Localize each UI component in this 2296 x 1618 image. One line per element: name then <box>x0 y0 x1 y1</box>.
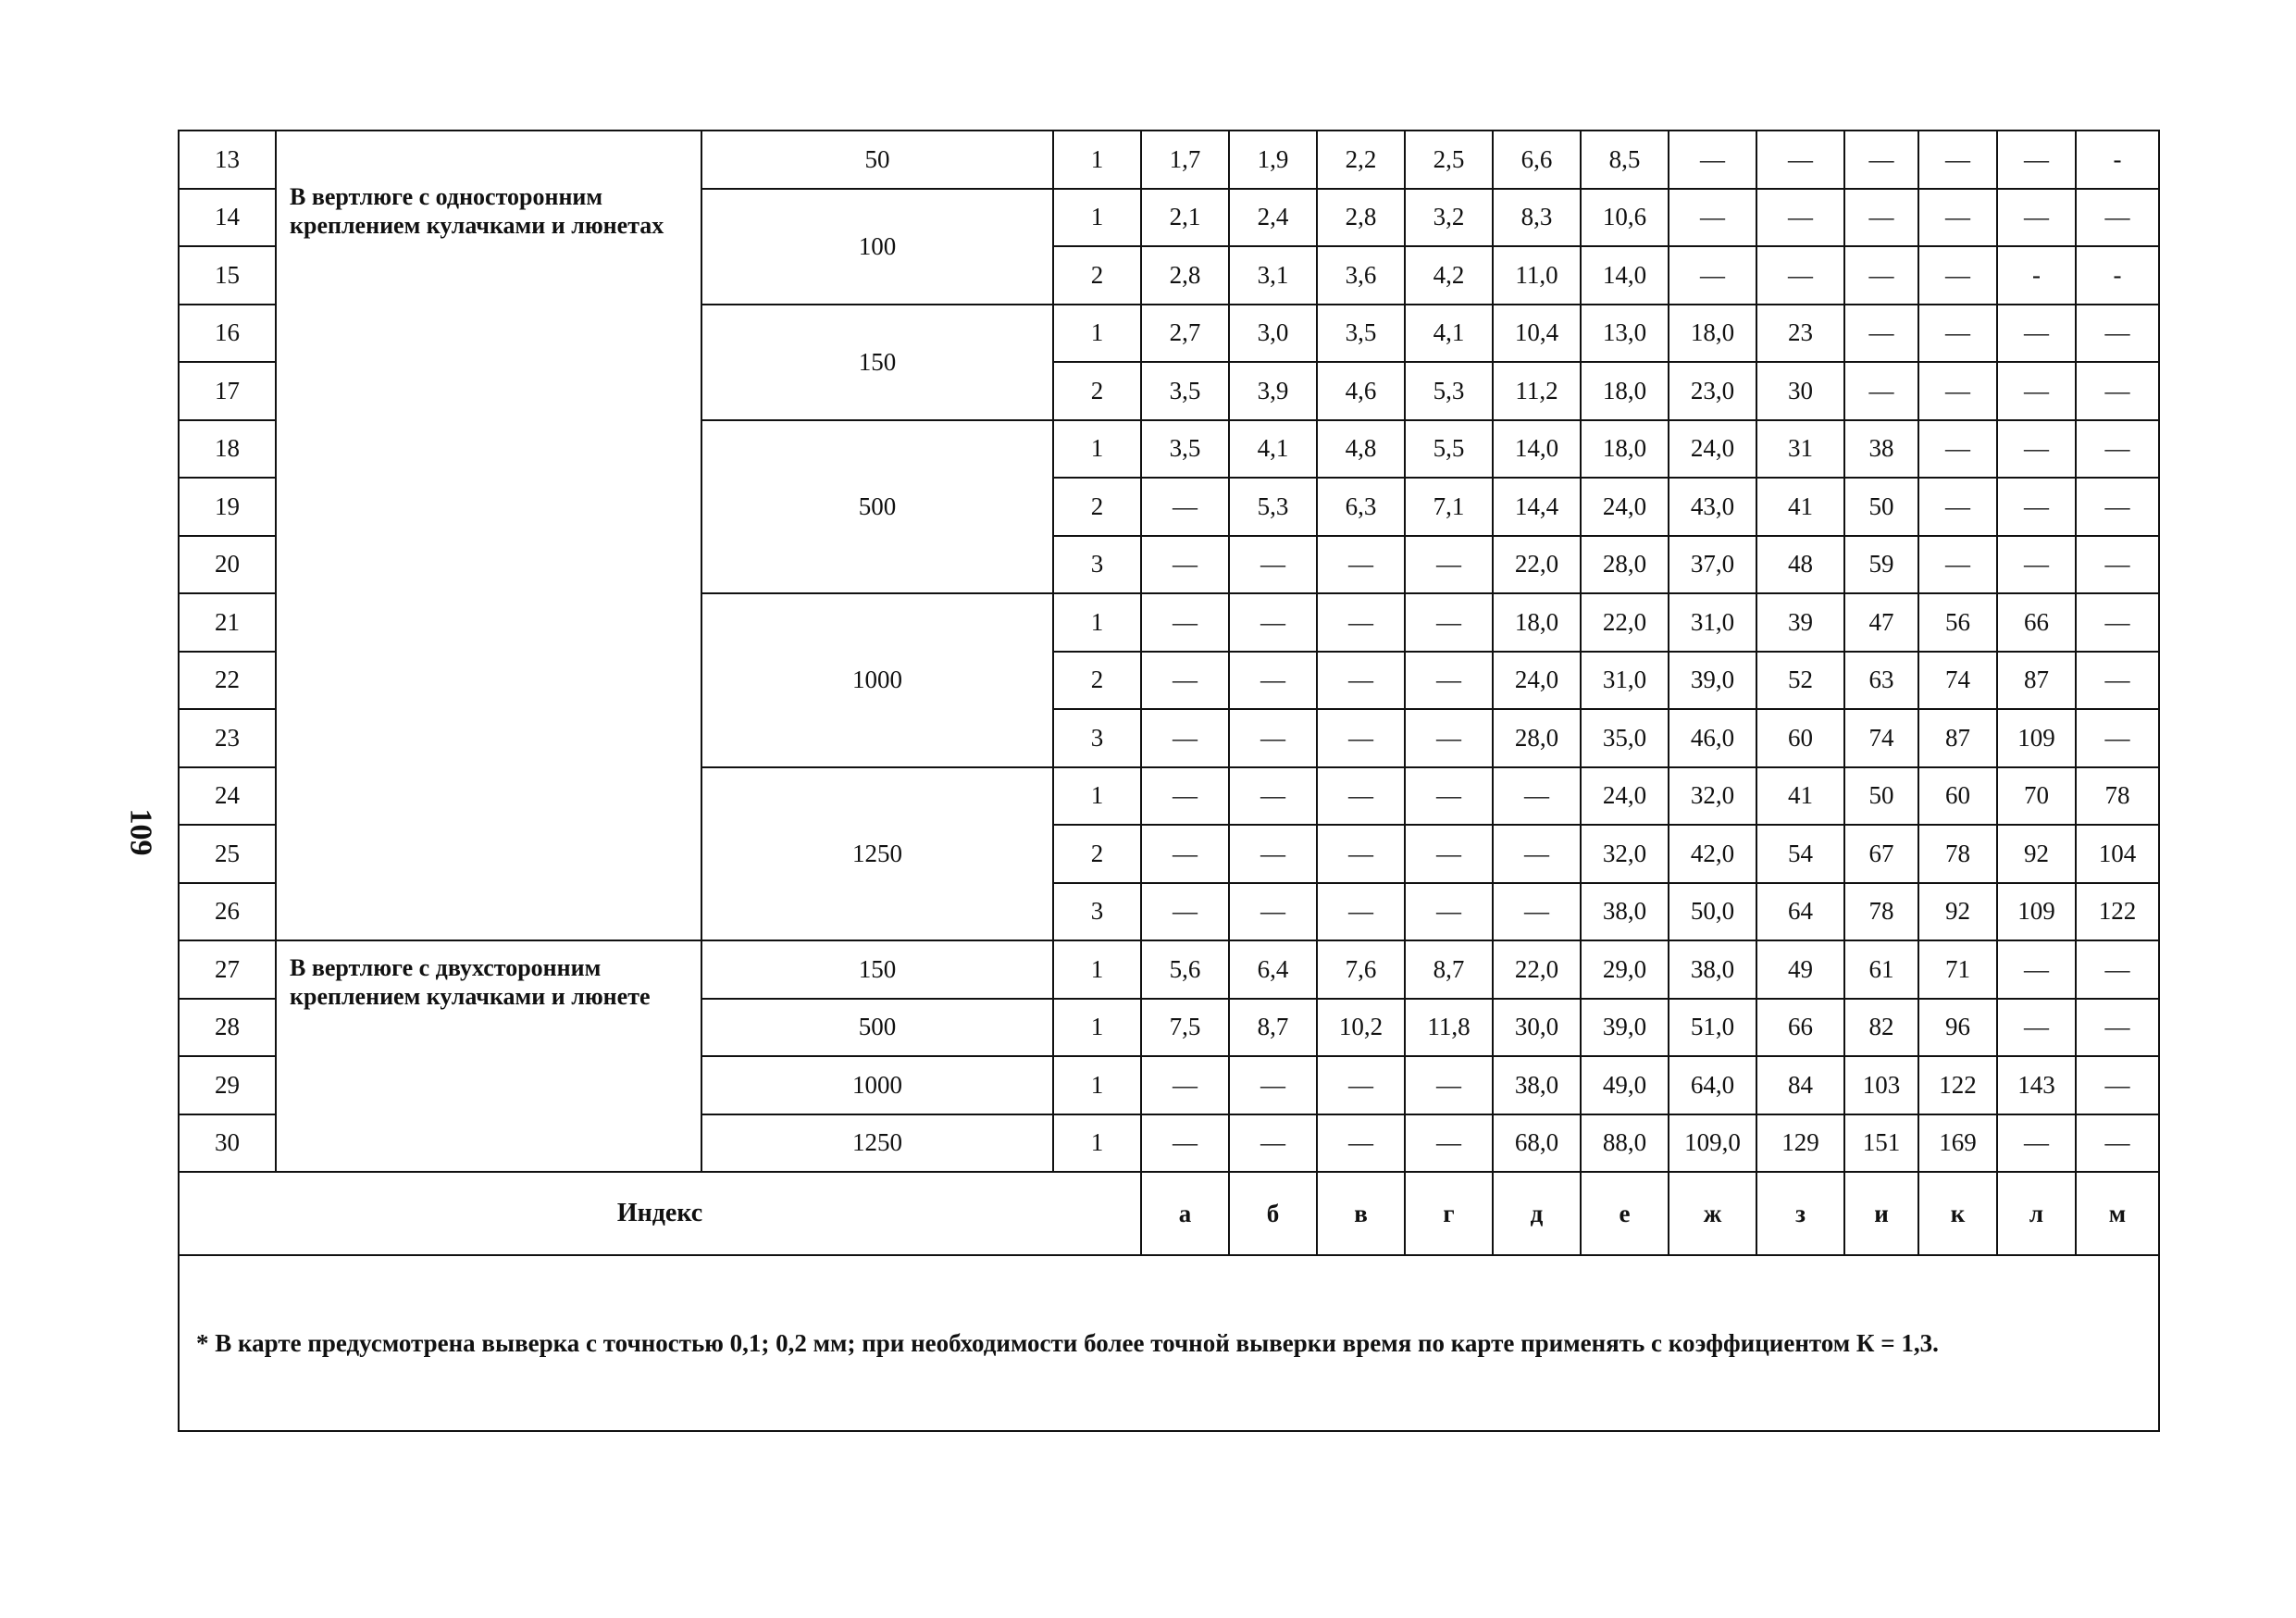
value-cell: — <box>1141 1114 1229 1173</box>
value-cell: 7,6 <box>1317 940 1405 999</box>
index-letter: д <box>1493 1172 1581 1255</box>
value-cell: 82 <box>1844 999 1918 1057</box>
value-cell: 78 <box>2076 767 2159 826</box>
value-cell: 4,8 <box>1317 420 1405 479</box>
value-cell: — <box>1405 536 1493 594</box>
value-cell: 4,2 <box>1405 246 1493 305</box>
value-cell: — <box>1918 305 1997 363</box>
value-cell: 38,0 <box>1669 940 1756 999</box>
value-cell: 22,0 <box>1581 593 1669 652</box>
variant-cell: 2 <box>1053 246 1141 305</box>
variant-cell: 1 <box>1053 131 1141 189</box>
value-cell: — <box>1844 131 1918 189</box>
value-cell: 74 <box>1844 709 1918 767</box>
variant-cell: 1 <box>1053 1056 1141 1114</box>
value-cell: 122 <box>1918 1056 1997 1114</box>
value-cell: 104 <box>2076 825 2159 883</box>
value-cell: 8,3 <box>1493 189 1581 247</box>
value-cell: 3,5 <box>1141 362 1229 420</box>
value-cell: 43,0 <box>1669 478 1756 536</box>
row-number: 15 <box>179 246 276 305</box>
value-cell: 68,0 <box>1493 1114 1581 1173</box>
value-cell: 39,0 <box>1581 999 1669 1057</box>
value-cell: 87 <box>1997 652 2076 710</box>
value-cell: 151 <box>1844 1114 1918 1173</box>
value-cell: — <box>1317 1056 1405 1114</box>
value-cell: — <box>2076 1056 2159 1114</box>
value-cell: 50,0 <box>1669 883 1756 941</box>
value-cell: — <box>2076 420 2159 479</box>
value-cell: 5,6 <box>1141 940 1229 999</box>
value-cell: — <box>1141 767 1229 826</box>
param-cell: 100 <box>701 189 1053 305</box>
value-cell: 41 <box>1756 767 1844 826</box>
value-cell: — <box>1229 767 1317 826</box>
param-cell: 1250 <box>701 767 1053 941</box>
value-cell: 46,0 <box>1669 709 1756 767</box>
value-cell: 5,5 <box>1405 420 1493 479</box>
value-cell: — <box>1844 189 1918 247</box>
value-cell: - <box>2076 131 2159 189</box>
value-cell: 11,0 <box>1493 246 1581 305</box>
value-cell: 5,3 <box>1405 362 1493 420</box>
value-cell: 59 <box>1844 536 1918 594</box>
row-number: 21 <box>179 593 276 652</box>
value-cell: 3,0 <box>1229 305 1317 363</box>
value-cell: — <box>1669 246 1756 305</box>
value-cell: 122 <box>2076 883 2159 941</box>
value-cell: — <box>1997 940 2076 999</box>
value-cell: — <box>1229 652 1317 710</box>
variant-cell: 2 <box>1053 478 1141 536</box>
row-number: 23 <box>179 709 276 767</box>
value-cell: 109,0 <box>1669 1114 1756 1173</box>
param-cell: 1250 <box>701 1114 1053 1173</box>
row-number: 25 <box>179 825 276 883</box>
value-cell: 3,5 <box>1141 420 1229 479</box>
variant-cell: 2 <box>1053 825 1141 883</box>
value-cell: — <box>1141 825 1229 883</box>
value-cell: — <box>1918 246 1997 305</box>
value-cell: — <box>1229 1114 1317 1173</box>
value-cell: 84 <box>1756 1056 1844 1114</box>
value-cell: — <box>1918 189 1997 247</box>
value-cell: 64,0 <box>1669 1056 1756 1114</box>
index-letter: л <box>1997 1172 2076 1255</box>
value-cell: 18,0 <box>1669 305 1756 363</box>
row-number: 26 <box>179 883 276 941</box>
value-cell: 67 <box>1844 825 1918 883</box>
value-cell: — <box>1141 883 1229 941</box>
value-cell: 66 <box>1997 593 2076 652</box>
value-cell: — <box>1317 536 1405 594</box>
value-cell: — <box>1405 593 1493 652</box>
index-letter: з <box>1756 1172 1844 1255</box>
value-cell: — <box>1229 593 1317 652</box>
group-description: В вертлюге с двухсторонним креплением кулачками и люнете <box>276 940 701 1172</box>
value-cell: 30 <box>1756 362 1844 420</box>
index-letter: м <box>2076 1172 2159 1255</box>
index-letter: е <box>1581 1172 1669 1255</box>
value-cell: 3,1 <box>1229 246 1317 305</box>
value-cell: 24,0 <box>1493 652 1581 710</box>
value-cell: - <box>1997 246 2076 305</box>
value-cell: 1,9 <box>1229 131 1317 189</box>
value-cell: 18,0 <box>1581 362 1669 420</box>
value-cell: 52 <box>1756 652 1844 710</box>
row-number: 14 <box>179 189 276 247</box>
value-cell: — <box>1844 362 1918 420</box>
value-cell: 2,2 <box>1317 131 1405 189</box>
variant-cell: 3 <box>1053 883 1141 941</box>
value-cell: — <box>1669 189 1756 247</box>
value-cell: 3,9 <box>1229 362 1317 420</box>
value-cell: 6,3 <box>1317 478 1405 536</box>
value-cell: 74 <box>1918 652 1997 710</box>
row-number: 29 <box>179 1056 276 1114</box>
value-cell: — <box>1229 1056 1317 1114</box>
value-cell: 1,7 <box>1141 131 1229 189</box>
value-cell: — <box>1405 883 1493 941</box>
value-cell: — <box>1918 478 1997 536</box>
value-cell: — <box>1756 246 1844 305</box>
value-cell: — <box>2076 362 2159 420</box>
param-cell: 150 <box>701 305 1053 420</box>
value-cell: 61 <box>1844 940 1918 999</box>
value-cell: 2,4 <box>1229 189 1317 247</box>
value-cell: 64 <box>1756 883 1844 941</box>
value-cell: 31,0 <box>1669 593 1756 652</box>
value-cell: 4,1 <box>1229 420 1317 479</box>
value-cell: 10,6 <box>1581 189 1669 247</box>
row-number: 24 <box>179 767 276 826</box>
value-cell: — <box>1229 825 1317 883</box>
value-cell: — <box>1317 709 1405 767</box>
value-cell: — <box>1229 883 1317 941</box>
value-cell: 2,8 <box>1141 246 1229 305</box>
value-cell: 6,4 <box>1229 940 1317 999</box>
value-cell: — <box>1317 767 1405 826</box>
value-cell: 49 <box>1756 940 1844 999</box>
value-cell: — <box>1997 1114 2076 1173</box>
value-cell: — <box>1405 1056 1493 1114</box>
value-cell: — <box>1844 305 1918 363</box>
value-cell: — <box>2076 305 2159 363</box>
value-cell: 60 <box>1918 767 1997 826</box>
value-cell: — <box>1997 189 2076 247</box>
value-cell: 32,0 <box>1669 767 1756 826</box>
value-cell: — <box>2076 536 2159 594</box>
variant-cell: 1 <box>1053 1114 1141 1173</box>
value-cell: 24,0 <box>1581 767 1669 826</box>
value-cell: — <box>1997 362 2076 420</box>
value-cell: 22,0 <box>1493 536 1581 594</box>
value-cell: 10,4 <box>1493 305 1581 363</box>
value-cell: 109 <box>1997 709 2076 767</box>
value-cell: — <box>1405 1114 1493 1173</box>
variant-cell: 1 <box>1053 999 1141 1057</box>
value-cell: 8,5 <box>1581 131 1669 189</box>
value-cell: — <box>1997 536 2076 594</box>
value-cell: 24,0 <box>1669 420 1756 479</box>
value-cell: 92 <box>1997 825 2076 883</box>
value-cell: 8,7 <box>1229 999 1317 1057</box>
value-cell: 11,2 <box>1493 362 1581 420</box>
row-number: 20 <box>179 536 276 594</box>
value-cell: — <box>1229 709 1317 767</box>
value-cell: 28,0 <box>1581 536 1669 594</box>
value-cell: — <box>2076 940 2159 999</box>
value-cell: 14,0 <box>1493 420 1581 479</box>
value-cell: — <box>2076 652 2159 710</box>
value-cell: — <box>1141 593 1229 652</box>
value-cell: 42,0 <box>1669 825 1756 883</box>
variant-cell: 1 <box>1053 940 1141 999</box>
value-cell: 24,0 <box>1581 478 1669 536</box>
row-number: 13 <box>179 131 276 189</box>
value-cell: 22,0 <box>1493 940 1581 999</box>
value-cell: 78 <box>1844 883 1918 941</box>
value-cell: 11,8 <box>1405 999 1493 1057</box>
value-cell: — <box>2076 709 2159 767</box>
value-cell: — <box>1918 536 1997 594</box>
value-cell: — <box>1141 536 1229 594</box>
value-cell: — <box>1405 652 1493 710</box>
value-cell: 92 <box>1918 883 1997 941</box>
variant-cell: 1 <box>1053 420 1141 479</box>
value-cell: 2,7 <box>1141 305 1229 363</box>
index-letter: и <box>1844 1172 1918 1255</box>
value-cell: — <box>1229 536 1317 594</box>
value-cell: 23,0 <box>1669 362 1756 420</box>
value-cell: — <box>1918 420 1997 479</box>
value-cell: 87 <box>1918 709 1997 767</box>
value-cell: — <box>1317 593 1405 652</box>
value-cell: 49,0 <box>1581 1056 1669 1114</box>
value-cell: 54 <box>1756 825 1844 883</box>
value-cell: 38 <box>1844 420 1918 479</box>
table-row <box>179 940 2159 999</box>
value-cell: 37,0 <box>1669 536 1756 594</box>
value-cell: — <box>1141 652 1229 710</box>
value-cell: 14,0 <box>1581 246 1669 305</box>
value-cell: — <box>2076 478 2159 536</box>
value-cell: — <box>1918 362 1997 420</box>
value-cell: 50 <box>1844 478 1918 536</box>
value-cell: 63 <box>1844 652 1918 710</box>
value-cell: 2,8 <box>1317 189 1405 247</box>
index-letter: б <box>1229 1172 1317 1255</box>
norms-table <box>178 130 2160 1432</box>
value-cell: 30,0 <box>1493 999 1581 1057</box>
value-cell: 31 <box>1756 420 1844 479</box>
value-cell: 66 <box>1756 999 1844 1057</box>
value-cell: 35,0 <box>1581 709 1669 767</box>
value-cell: — <box>1997 420 2076 479</box>
value-cell: — <box>2076 189 2159 247</box>
index-letter: в <box>1317 1172 1405 1255</box>
value-cell: 13,0 <box>1581 305 1669 363</box>
value-cell: 47 <box>1844 593 1918 652</box>
value-cell: 41 <box>1756 478 1844 536</box>
value-cell: 5,3 <box>1229 478 1317 536</box>
value-cell: 32,0 <box>1581 825 1669 883</box>
value-cell: — <box>1317 883 1405 941</box>
value-cell: 169 <box>1918 1114 1997 1173</box>
value-cell: — <box>1493 767 1581 826</box>
footnote: * В карте предусмотрена выверка с точностью 0,1; 0,2 мм; при необходимости более точной выверки время по карте применять с коэффициентом К = 1,3. <box>179 1255 2159 1431</box>
value-cell: — <box>1317 652 1405 710</box>
row-number: 19 <box>179 478 276 536</box>
value-cell: — <box>1141 709 1229 767</box>
value-cell: — <box>1493 883 1581 941</box>
value-cell: 60 <box>1756 709 1844 767</box>
value-cell: 29,0 <box>1581 940 1669 999</box>
value-cell: — <box>1756 189 1844 247</box>
index-label: Индекс <box>179 1172 1141 1255</box>
value-cell: 18,0 <box>1493 593 1581 652</box>
value-cell: 3,6 <box>1317 246 1405 305</box>
value-cell: 3,2 <box>1405 189 1493 247</box>
value-cell: 50 <box>1844 767 1918 826</box>
value-cell: — <box>1317 825 1405 883</box>
value-cell: 129 <box>1756 1114 1844 1173</box>
index-row <box>179 1172 2159 1255</box>
variant-cell: 2 <box>1053 652 1141 710</box>
value-cell: — <box>1756 131 1844 189</box>
value-cell: 109 <box>1997 883 2076 941</box>
value-cell: — <box>1844 246 1918 305</box>
value-cell: 7,1 <box>1405 478 1493 536</box>
value-cell: 23 <box>1756 305 1844 363</box>
table-row <box>179 131 2159 189</box>
value-cell: — <box>2076 593 2159 652</box>
variant-cell: 1 <box>1053 305 1141 363</box>
row-number: 30 <box>179 1114 276 1173</box>
variant-cell: 3 <box>1053 536 1141 594</box>
row-number: 16 <box>179 305 276 363</box>
variant-cell: 3 <box>1053 709 1141 767</box>
value-cell: 6,6 <box>1493 131 1581 189</box>
variant-cell: 2 <box>1053 362 1141 420</box>
value-cell: — <box>1997 478 2076 536</box>
value-cell: 28,0 <box>1493 709 1581 767</box>
row-number: 22 <box>179 652 276 710</box>
value-cell: — <box>1141 478 1229 536</box>
value-cell: 71 <box>1918 940 1997 999</box>
value-cell: — <box>1669 131 1756 189</box>
value-cell: — <box>1997 305 2076 363</box>
index-letter: ж <box>1669 1172 1756 1255</box>
value-cell: 18,0 <box>1581 420 1669 479</box>
param-cell: 500 <box>701 420 1053 594</box>
value-cell: 3,5 <box>1317 305 1405 363</box>
row-number: 17 <box>179 362 276 420</box>
value-cell: — <box>1141 1056 1229 1114</box>
value-cell: 51,0 <box>1669 999 1756 1057</box>
value-cell: 39 <box>1756 593 1844 652</box>
value-cell: — <box>1997 999 2076 1057</box>
value-cell: - <box>2076 246 2159 305</box>
index-letter: к <box>1918 1172 1997 1255</box>
value-cell: 14,4 <box>1493 478 1581 536</box>
footnote-row <box>179 1255 2159 1431</box>
value-cell: — <box>1317 1114 1405 1173</box>
value-cell: 8,7 <box>1405 940 1493 999</box>
value-cell: 143 <box>1997 1056 2076 1114</box>
value-cell: 4,6 <box>1317 362 1405 420</box>
value-cell: — <box>1493 825 1581 883</box>
value-cell: 10,2 <box>1317 999 1405 1057</box>
param-cell: 1000 <box>701 593 1053 767</box>
group-description: В вертлюге с односторонним креплением кулачками и люнетах <box>276 131 701 940</box>
param-cell: 150 <box>701 940 1053 999</box>
value-cell: — <box>2076 999 2159 1057</box>
index-letter: г <box>1405 1172 1493 1255</box>
value-cell: 96 <box>1918 999 1997 1057</box>
value-cell: 48 <box>1756 536 1844 594</box>
row-number: 27 <box>179 940 276 999</box>
value-cell: — <box>2076 1114 2159 1173</box>
param-cell: 50 <box>701 131 1053 189</box>
param-cell: 500 <box>701 999 1053 1057</box>
variant-cell: 1 <box>1053 593 1141 652</box>
value-cell: 4,1 <box>1405 305 1493 363</box>
value-cell: — <box>1405 825 1493 883</box>
row-number: 18 <box>179 420 276 479</box>
value-cell: 56 <box>1918 593 1997 652</box>
value-cell: 2,1 <box>1141 189 1229 247</box>
value-cell: 31,0 <box>1581 652 1669 710</box>
value-cell: 38,0 <box>1581 883 1669 941</box>
value-cell: — <box>1997 131 2076 189</box>
page-number: 109 <box>123 808 158 856</box>
value-cell: 88,0 <box>1581 1114 1669 1173</box>
row-number: 28 <box>179 999 276 1057</box>
variant-cell: 1 <box>1053 767 1141 826</box>
value-cell: 78 <box>1918 825 1997 883</box>
value-cell: 2,5 <box>1405 131 1493 189</box>
value-cell: — <box>1918 131 1997 189</box>
index-letter: а <box>1141 1172 1229 1255</box>
variant-cell: 1 <box>1053 189 1141 247</box>
value-cell: 38,0 <box>1493 1056 1581 1114</box>
value-cell: — <box>1405 709 1493 767</box>
param-cell: 1000 <box>701 1056 1053 1114</box>
value-cell: — <box>1405 767 1493 826</box>
value-cell: 7,5 <box>1141 999 1229 1057</box>
value-cell: 70 <box>1997 767 2076 826</box>
value-cell: 39,0 <box>1669 652 1756 710</box>
value-cell: 103 <box>1844 1056 1918 1114</box>
